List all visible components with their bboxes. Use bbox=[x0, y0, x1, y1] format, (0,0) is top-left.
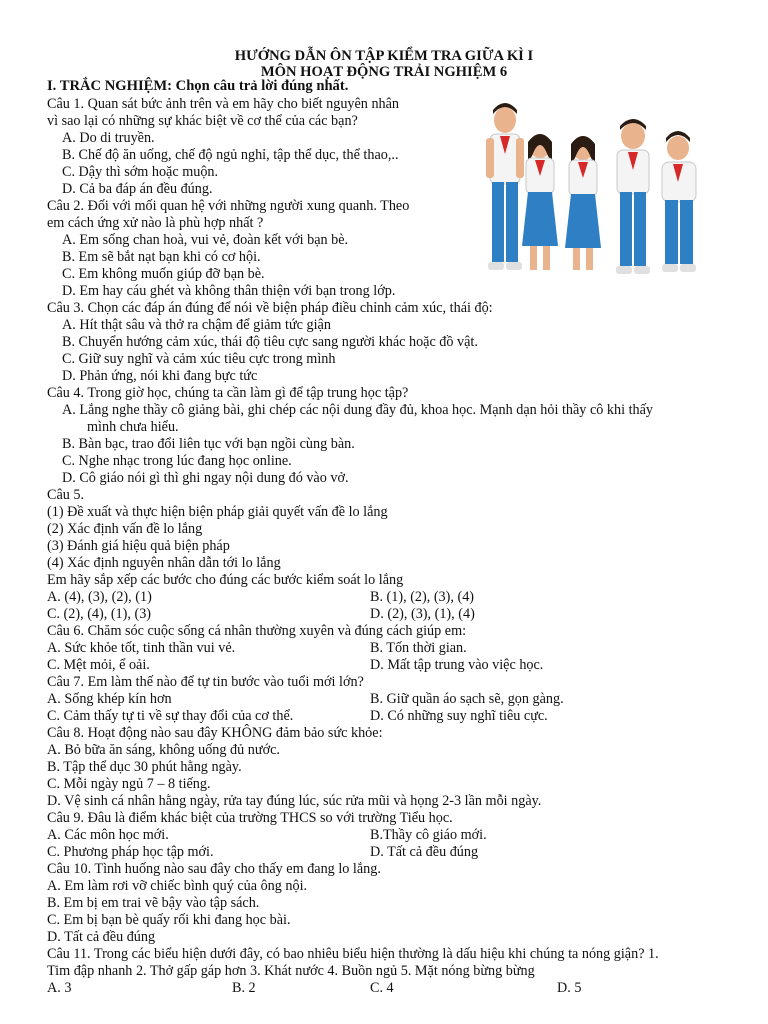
q3-stem: Câu 3. Chọn các đáp án đúng để nói về biện pháp điều chỉnh cảm xúc, thái độ: bbox=[47, 300, 493, 316]
q7-stem: Câu 7. Em làm thế nào để tự tin bước vào tuổi mới lớn? bbox=[47, 674, 364, 690]
q1-stem-line2: vì sao lại có những sự khác biệt về cơ thể của các bạn? bbox=[47, 113, 358, 129]
q1-stem-line1: Câu 1. Quan sát bức ảnh trên và em hãy cho biết nguyên nhân bbox=[47, 96, 400, 112]
q6-stem: Câu 6. Chăm sóc cuộc sống cá nhân thường xuyên và đúng cách giúp em: bbox=[47, 623, 467, 639]
q8-option-a: A. Bỏ bữa ăn sáng, không uống đủ nước. bbox=[47, 742, 280, 758]
q11-option-a: A. 3 bbox=[47, 980, 72, 996]
q3-option-d: D. Phản ứng, nói khi đang bực tức bbox=[62, 368, 258, 384]
q7-option-a: A. Sống khép kín hơn bbox=[47, 691, 172, 707]
q11-stem-line1: Câu 11. Trong các biểu hiện dưới đây, có bao nhiêu biểu hiện thường là dấu hiệu khi chúng ta nóng giận? 1. bbox=[47, 946, 659, 962]
doc-subtitle: MÔN HOẠT ĐỘNG TRẢI NGHIỆM 6 bbox=[260, 64, 508, 80]
q4-option-a-line1: A. Lắng nghe thầy cô giảng bài, ghi chép các nội dung đầy đủ, khoa học. Mạnh dạn hỏi thầy cô khi thấy bbox=[62, 402, 653, 418]
q2-option-a: A. Em sống chan hoà, vui vẻ, đoàn kết với bạn bè. bbox=[62, 232, 349, 248]
q9-option-d: D. Tất cả đều đúng bbox=[370, 844, 479, 860]
q7-option-c: C. Cảm thấy tự ti về sự thay đổi của cơ thể. bbox=[47, 708, 294, 724]
q4-option-d: D. Cô giáo nói gì thì ghi ngay nội dung đó vào vở. bbox=[62, 470, 349, 486]
q5-step-1: (1) Đề xuất và thực hiện biện pháp giải quyết vấn đề lo lắng bbox=[47, 504, 388, 520]
q1-option-a: A. Do di truyền. bbox=[62, 130, 155, 146]
q1-option-d: D. Cả ba đáp án đều đúng. bbox=[62, 181, 213, 197]
q11-option-c: C. 4 bbox=[370, 980, 394, 996]
q5-stem: Câu 5. bbox=[47, 487, 85, 503]
q2-option-b: B. Em sẽ bắt nạt bạn khi có cơ hội. bbox=[62, 249, 261, 265]
q2-stem-line1: Câu 2. Đối với mối quan hệ với những người xung quanh. Theo bbox=[47, 198, 410, 214]
q6-option-a: A. Sức khỏe tốt, tinh thần vui vẻ. bbox=[47, 640, 236, 656]
q8-option-b: B. Tập thể dục 30 phút hằng ngày. bbox=[47, 759, 242, 775]
q8-stem: Câu 8. Hoạt động nào sau đây KHÔNG đảm bảo sức khỏe: bbox=[47, 725, 383, 741]
q4-option-c: C. Nghe nhạc trong lúc đang học online. bbox=[62, 453, 292, 469]
q6-option-d: D. Mất tập trung vào việc học. bbox=[370, 657, 544, 673]
q4-option-b: B. Bàn bạc, trao đổi liên tục với bạn ngồi cùng bàn. bbox=[62, 436, 355, 452]
q10-option-a: A. Em làm rơi vỡ chiếc bình quý của ông nội. bbox=[47, 878, 308, 894]
q10-option-b: B. Em bị em trai vẽ bậy vào tập sách. bbox=[47, 895, 260, 911]
q10-option-c: C. Em bị bạn bè quấy rối khi đang học bài. bbox=[47, 912, 291, 928]
q8-option-c: C. Mỗi ngày ngủ 7 – 8 tiếng. bbox=[47, 776, 211, 792]
q9-option-c: C. Phương pháp học tập mới. bbox=[47, 844, 214, 860]
q11-option-d: D. 5 bbox=[557, 980, 582, 996]
q2-option-d: D. Em hay cáu ghét và không thân thiện với bạn trong lớp. bbox=[62, 283, 396, 299]
q10-stem: Câu 10. Tình huống nào sau đây cho thấy em đang lo lắng. bbox=[47, 861, 381, 877]
q10-option-d: D. Tất cả đều đúng bbox=[47, 929, 156, 945]
q5-step-3: (3) Đánh giá hiệu quả biện pháp bbox=[47, 538, 230, 554]
q4-option-a-line2: mình chưa hiểu. bbox=[87, 419, 179, 435]
q6-option-c: C. Mệt mỏi, ể oải. bbox=[47, 657, 150, 673]
q5-question: Em hãy sắp xếp các bước cho đúng các bước kiểm soát lo lắng bbox=[47, 572, 404, 588]
q7-option-d: D. Có những suy nghĩ tiêu cực. bbox=[370, 708, 548, 724]
q8-option-d: D. Vệ sinh cá nhân hằng ngày, rửa tay đúng lúc, súc rửa mũi và họng 2-3 lần mỗi ngày. bbox=[47, 793, 542, 809]
q11-stem-line2: Tim đập nhanh 2. Thở gấp gáp hơn 3. Khát nước 4. Buồn ngủ 5. Mặt nóng bừng bừng bbox=[47, 963, 535, 979]
q7-option-b: B. Giữ quần áo sạch sẽ, gọn gàng. bbox=[370, 691, 564, 707]
q2-option-c: C. Em không muốn giúp đỡ bạn bè. bbox=[62, 266, 265, 282]
q11-option-b: B. 2 bbox=[232, 980, 256, 996]
q3-option-a: A. Hít thật sâu và thở ra chậm để giảm tức giận bbox=[62, 317, 331, 333]
q1-option-c: C. Dậy thì sớm hoặc muộn. bbox=[62, 164, 219, 180]
q2-stem-line2: em cách ứng xử nào là phù hợp nhất ? bbox=[47, 215, 264, 231]
students-group-illustration bbox=[448, 96, 730, 284]
q5-step-2: (2) Xác định vấn đề lo lắng bbox=[47, 521, 203, 537]
q9-option-b: B.Thầy cô giáo mới. bbox=[370, 827, 487, 843]
q5-option-c: C. (2), (4), (1), (3) bbox=[47, 606, 152, 622]
q1-option-b: B. Chế độ ăn uống, chế độ ngủ nghỉ, tập thể dục, thể thao,.. bbox=[62, 147, 399, 163]
q5-option-d: D. (2), (3), (1), (4) bbox=[370, 606, 475, 622]
q4-stem: Câu 4. Trong giờ học, chúng ta cần làm gì để tập trung học tập? bbox=[47, 385, 409, 401]
doc-title: HƯỚNG DẪN ÔN TẬP KIỂM TRA GIỮA KÌ I bbox=[234, 48, 534, 64]
q3-option-c: C. Giữ suy nghĩ và cảm xúc tiêu cực trong mình bbox=[62, 351, 336, 367]
q9-stem: Câu 9. Đâu là điểm khác biệt của trường THCS so với trường Tiểu học. bbox=[47, 810, 453, 826]
q5-option-a: A. (4), (3), (2), (1) bbox=[47, 589, 152, 605]
q5-option-b: B. (1), (2), (3), (4) bbox=[370, 589, 475, 605]
section-heading: I. TRẮC NGHIỆM: Chọn câu trả lời đúng nhất. bbox=[47, 78, 349, 94]
q3-option-b: B. Chuyển hướng cảm xúc, thái độ tiêu cực sang người khác hoặc đồ vật. bbox=[62, 334, 478, 350]
q6-option-b: B. Tốn thời gian. bbox=[370, 640, 467, 656]
q9-option-a: A. Các môn học mới. bbox=[47, 827, 169, 843]
q5-step-4: (4) Xác định nguyên nhân dẫn tới lo lắng bbox=[47, 555, 281, 571]
